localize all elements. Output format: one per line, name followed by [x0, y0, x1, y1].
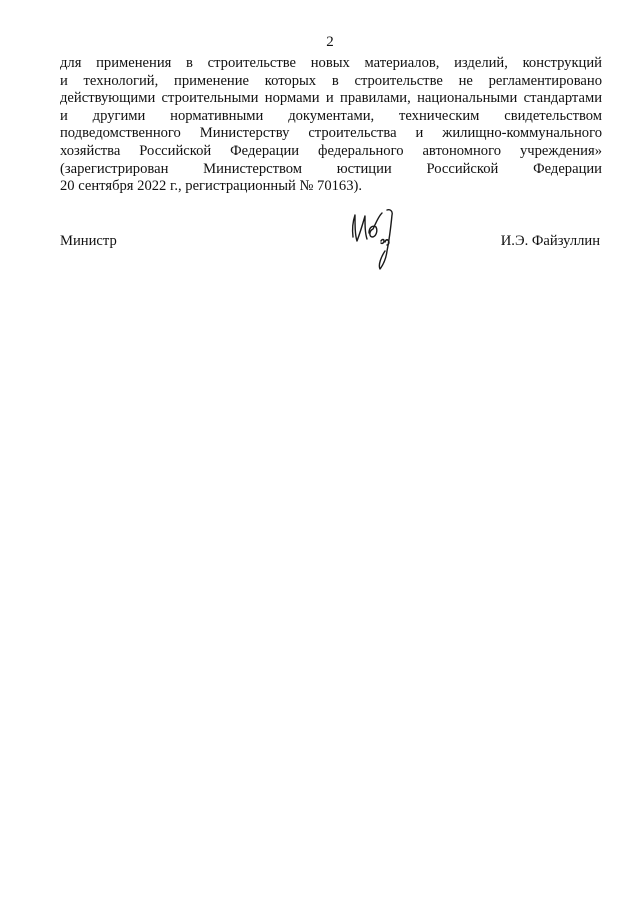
paragraph-line: и другими нормативными документами, техническим свидетельством — [60, 107, 602, 124]
paragraph-line: и технологий, применение которых в строительстве не регламентировано — [60, 72, 602, 89]
paragraph-line: подведомственного Министерству строительства и жилищно-коммунального — [60, 125, 602, 142]
signature-block — [60, 203, 600, 273]
signer-name: И.Э. Файзуллин — [500, 233, 600, 249]
paragraph-line: действующими строительными нормами и правилами, национальными стандартами — [60, 90, 602, 107]
paragraph-line: хозяйства Российской Федерации федерального автономного учреждения» — [60, 142, 602, 159]
page-number: 2 — [326, 34, 334, 50]
paragraph-line: (зарегистрирован Министерством юстиции Российской Федерации — [60, 160, 602, 177]
signer-title: Министр — [60, 233, 117, 249]
handwritten-signature — [345, 203, 415, 273]
body-paragraph — [60, 55, 602, 196]
paragraph-line: для применения в строительстве новых материалов, изделий, конструкций — [60, 55, 602, 71]
paragraph-line: 20 сентября 2022 г., регистрационный № 70163). — [60, 178, 363, 195]
